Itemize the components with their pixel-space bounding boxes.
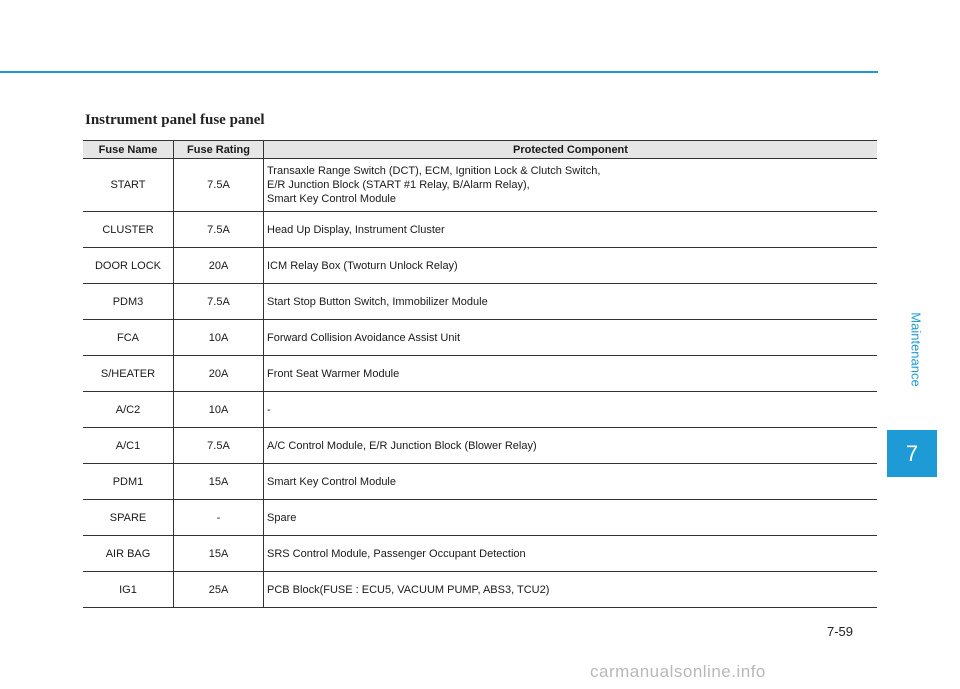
fuse-name: SPARE bbox=[83, 500, 174, 536]
table-row bbox=[83, 392, 877, 428]
top-rule bbox=[0, 71, 878, 73]
fuse-rating: 7.5A bbox=[174, 284, 264, 320]
protected-component: Forward Collision Avoidance Assist Unit bbox=[264, 320, 878, 356]
header-fuse-rating: Fuse Rating bbox=[174, 141, 264, 159]
protected-component: ICM Relay Box (Twoturn Unlock Relay) bbox=[264, 248, 878, 284]
fuse-rating: 7.5A bbox=[174, 428, 264, 464]
fuse-rating: 10A bbox=[174, 392, 264, 428]
fuse-rating: 25A bbox=[174, 572, 264, 608]
chapter-tab: 7 bbox=[887, 430, 937, 477]
protected-component: A/C Control Module, E/R Junction Block (Blower Relay) bbox=[264, 428, 878, 464]
header-fuse-name: Fuse Name bbox=[83, 141, 174, 159]
table-row bbox=[83, 159, 877, 212]
fuse-name: START bbox=[83, 159, 174, 212]
table-row bbox=[83, 500, 877, 536]
component-line: Smart Key Control Module bbox=[267, 193, 396, 205]
fuse-rating: 20A bbox=[174, 248, 264, 284]
fuse-rating: 7.5A bbox=[174, 159, 264, 212]
fuse-name: PDM1 bbox=[83, 464, 174, 500]
protected-component: PCB Block(FUSE : ECU5, VACUUM PUMP, ABS3, TCU2) bbox=[264, 572, 878, 608]
table-row bbox=[83, 248, 877, 284]
fuse-name: CLUSTER bbox=[83, 212, 174, 248]
fuse-name: A/C1 bbox=[83, 428, 174, 464]
table-row bbox=[83, 212, 877, 248]
fuse-rating: 15A bbox=[174, 536, 264, 572]
fuse-rating: 15A bbox=[174, 464, 264, 500]
header-protected-component: Protected Component bbox=[264, 141, 878, 159]
table-row bbox=[83, 464, 877, 500]
section-label bbox=[896, 270, 936, 428]
table-row bbox=[83, 536, 877, 572]
fuse-name: AIR BAG bbox=[83, 536, 174, 572]
table-row bbox=[83, 572, 877, 608]
protected-component: - bbox=[264, 392, 878, 428]
table-row bbox=[83, 356, 877, 392]
fuse-name: S/HEATER bbox=[83, 356, 174, 392]
fuse-rating: - bbox=[174, 500, 264, 536]
table-row bbox=[83, 284, 877, 320]
table-header-row bbox=[83, 141, 877, 159]
section-label-text: Maintenance bbox=[908, 311, 924, 387]
fuse-name: PDM3 bbox=[83, 284, 174, 320]
fuse-rating: 20A bbox=[174, 356, 264, 392]
page-title: Instrument panel fuse panel bbox=[85, 112, 265, 128]
table-row bbox=[83, 428, 877, 464]
fuse-rating: 7.5A bbox=[174, 212, 264, 248]
fuse-rating: 10A bbox=[174, 320, 264, 356]
fuse-name: DOOR LOCK bbox=[83, 248, 174, 284]
fuse-name: IG1 bbox=[83, 572, 174, 608]
protected-component: SRS Control Module, Passenger Occupant Detection bbox=[264, 536, 878, 572]
protected-component: Head Up Display, Instrument Cluster bbox=[264, 212, 878, 248]
fuse-name: A/C2 bbox=[83, 392, 174, 428]
protected-component: Smart Key Control Module bbox=[264, 464, 878, 500]
component-line: Transaxle Range Switch (DCT), ECM, Ignition Lock & Clutch Switch, bbox=[267, 165, 601, 177]
table-row bbox=[83, 320, 877, 356]
fuse-table bbox=[83, 140, 877, 608]
protected-component: Front Seat Warmer Module bbox=[264, 356, 878, 392]
protected-component: Start Stop Button Switch, Immobilizer Module bbox=[264, 284, 878, 320]
page-number: 7-59 bbox=[827, 624, 854, 639]
component-line: E/R Junction Block (START #1 Relay, B/Alarm Relay), bbox=[267, 179, 530, 191]
watermark: carmanualsonline.info bbox=[590, 662, 766, 681]
fuse-name: FCA bbox=[83, 320, 174, 356]
protected-component: Spare bbox=[264, 500, 878, 536]
protected-component bbox=[264, 159, 878, 212]
